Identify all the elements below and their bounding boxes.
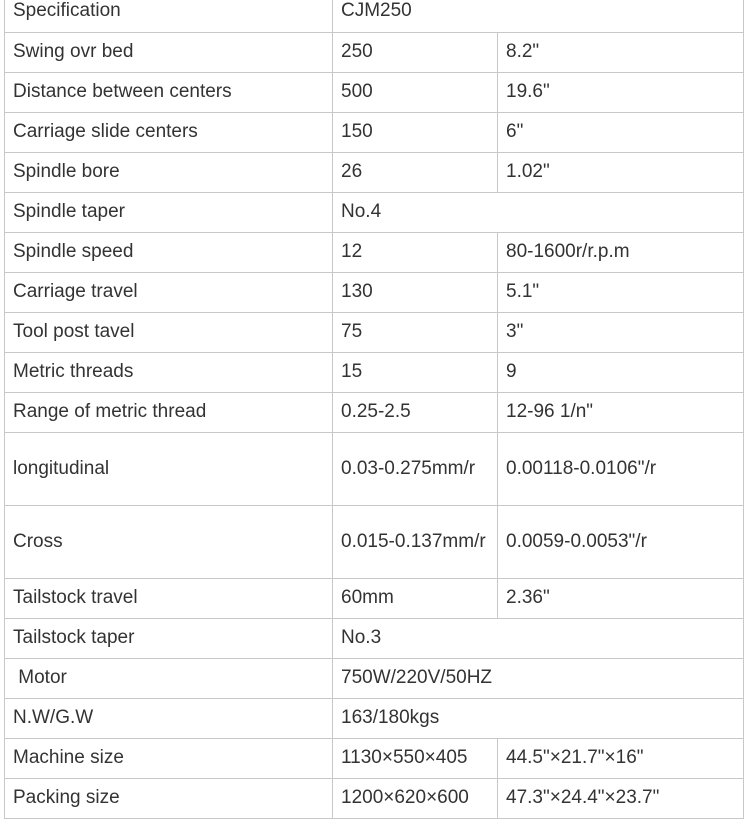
spec-label: Distance between centers (5, 72, 333, 112)
spec-value: No.3 (333, 618, 744, 658)
spec-metric-value: 0.25-2.5 (333, 392, 498, 432)
spec-label: Cross (5, 505, 333, 578)
spec-metric-value: 250 (333, 32, 498, 72)
spec-metric-value: 0.03-0.275mm/r (333, 432, 498, 505)
spec-imperial-value: 6" (498, 112, 744, 152)
table-row (5, 658, 744, 698)
spec-imperial-value: 44.5"×21.7"×16" (498, 738, 744, 778)
spec-label: Carriage travel (5, 272, 333, 312)
table-row (5, 352, 744, 392)
spec-label: Spindle bore (5, 152, 333, 192)
spec-imperial-value: 3" (498, 312, 744, 352)
spec-value: No.4 (333, 192, 744, 232)
spec-label: Motor (5, 658, 333, 698)
spec-imperial-value: 12-96 1/n" (498, 392, 744, 432)
table-row (5, 618, 744, 658)
table-row (5, 578, 744, 618)
spec-metric-value: 75 (333, 312, 498, 352)
table-row (5, 112, 744, 152)
spec-metric-value: 60mm (333, 578, 498, 618)
table-row (5, 152, 744, 192)
spec-imperial-value: 5.1" (498, 272, 744, 312)
table-row (5, 272, 744, 312)
spec-metric-value: 15 (333, 352, 498, 392)
spec-metric-value: 500 (333, 72, 498, 112)
spec-imperial-value: 9 (498, 352, 744, 392)
spec-metric-value: 1130×550×405 (333, 738, 498, 778)
spec-label: Machine size (5, 738, 333, 778)
table-row (5, 32, 744, 72)
spec-label: longitudinal (5, 432, 333, 505)
spec-metric-value: 130 (333, 272, 498, 312)
spec-metric-value: 0.015-0.137mm/r (333, 505, 498, 578)
spec-imperial-value: 47.3"×24.4"×23.7" (498, 778, 744, 818)
spec-metric-value: 1200×620×600 (333, 778, 498, 818)
spec-value: 750W/220V/50HZ (333, 658, 744, 698)
spec-imperial-value: 0.00118-0.0106"/r (498, 432, 744, 505)
table-row (5, 392, 744, 432)
spec-label: Tailstock taper (5, 618, 333, 658)
spec-label: Carriage slide centers (5, 112, 333, 152)
spec-label: N.W/G.W (5, 698, 333, 738)
table-row (5, 738, 744, 778)
spec-label: Tailstock travel (5, 578, 333, 618)
table-row (5, 192, 744, 232)
spec-label: Specification (5, 0, 333, 32)
table-row (5, 432, 744, 505)
spec-imperial-value: 1.02" (498, 152, 744, 192)
spec-imperial-value: 0.0059-0.0053"/r (498, 505, 744, 578)
spec-metric-value: 150 (333, 112, 498, 152)
spec-label: Packing size (5, 778, 333, 818)
spec-imperial-value: 19.6" (498, 72, 744, 112)
table-row (5, 72, 744, 112)
table-row (5, 505, 744, 578)
table-row (5, 778, 744, 818)
table-row (5, 698, 744, 738)
table-row (5, 0, 744, 32)
spec-label: Tool post tavel (5, 312, 333, 352)
spec-value: 163/180kgs (333, 698, 744, 738)
spec-label: Range of metric thread (5, 392, 333, 432)
spec-metric-value: 12 (333, 232, 498, 272)
spec-imperial-value: 8.2" (498, 32, 744, 72)
spec-imperial-value: 2.36" (498, 578, 744, 618)
spec-value: CJM250 (333, 0, 744, 32)
spec-label: Spindle speed (5, 232, 333, 272)
spec-label: Swing ovr bed (5, 32, 333, 72)
spec-label: Spindle taper (5, 192, 333, 232)
specification-table (4, 0, 744, 819)
spec-metric-value: 26 (333, 152, 498, 192)
spec-imperial-value: 80-1600r/r.p.m (498, 232, 744, 272)
table-row (5, 232, 744, 272)
spec-label: Metric threads (5, 352, 333, 392)
table-row (5, 312, 744, 352)
